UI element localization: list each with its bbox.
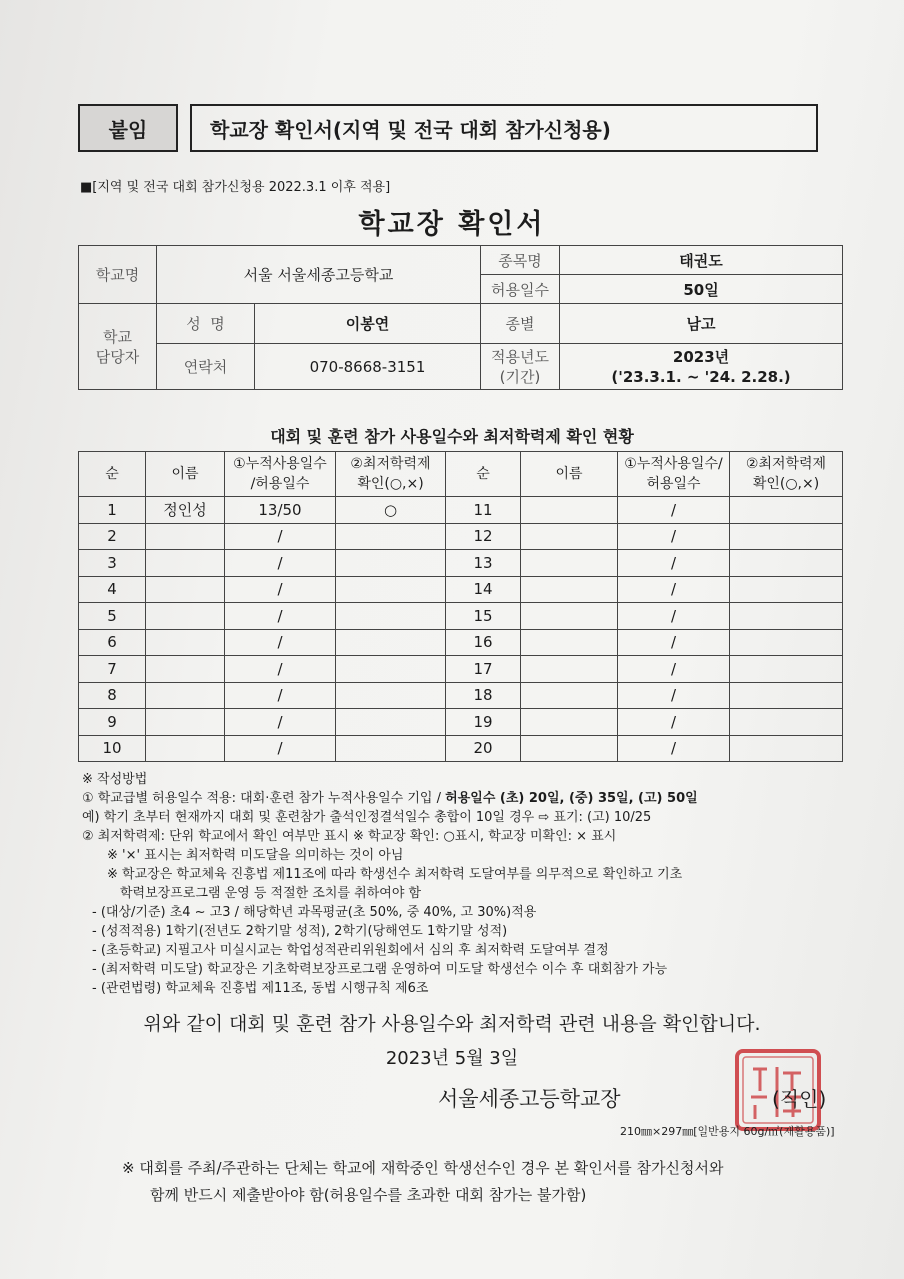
table-row [79,523,843,550]
used-days: / [618,656,730,683]
row-number: 17 [446,656,521,683]
student-name [521,550,618,577]
min-academic-check [336,709,446,736]
year-text: 2023년 [672,347,730,366]
row-number: 14 [446,576,521,603]
top-note: ■[지역 및 전국 대회 참가신청용 2022.3.1 이후 적용] [80,180,391,195]
paper-spec: 210㎜×297㎜[일반용지 60g/㎡(재활용품)] [620,1125,835,1138]
min-academic-check [336,629,446,656]
bottom-note [122,1155,723,1209]
category-value: 남고 [560,304,843,344]
min-academic-check [730,735,843,762]
used-days: 13/50 [225,497,336,524]
student-name [146,576,225,603]
min-academic-check [336,735,446,762]
instr-line: 학력보장프로그램 운영 등 적절한 조치를 취하여야 함 [120,886,422,901]
student-name [521,656,618,683]
used-days: / [225,735,336,762]
row-number: 18 [446,682,521,709]
used-days: / [618,603,730,630]
student-name [146,603,225,630]
bottom-note-line: ※ 대회를 주최/주관하는 단체는 학교에 재학중인 학생선수인 경우 본 확인서를 참가신청서와 [122,1159,724,1177]
col-min: ②최저학력제 확인(○,×) [336,452,446,497]
instr-line: - (관련법령) 학교체육 진흥법 제11조, 동법 시행규칙 제6조 [92,981,429,996]
table-row [79,603,843,630]
row-number: 16 [446,629,521,656]
student-name [521,603,618,630]
principal-name: 서울세종고등학교장 [438,1087,621,1111]
student-name [146,523,225,550]
school-name-label: 학교명 [79,246,157,304]
used-days: / [225,523,336,550]
used-days: / [225,629,336,656]
row-number: 5 [79,603,146,630]
seal-tag: (직인) [772,1087,827,1111]
student-name [146,709,225,736]
instr-line: - (초등학교) 지필고사 미실시교는 학업성적관리위원회에서 심의 후 최저학력 도달여부 결정 [92,943,609,958]
instr-line: - (최저학력 미도달) 학교장은 기초학력보장프로그램 운영하여 미도달 학생선수 이수 후 대회참가 가능 [92,962,668,977]
used-days: / [618,629,730,656]
document-title: 학교장 확인서 [358,209,546,240]
row-number: 20 [446,735,521,762]
row-number: 2 [79,523,146,550]
instructions [82,770,698,998]
year-value [560,344,843,390]
contact-value: 070-8668-3151 [255,344,481,390]
table-row [79,709,843,736]
min-academic-check [730,656,843,683]
used-days: / [618,709,730,736]
row-number: 8 [79,682,146,709]
form-title: 학교장 확인서(지역 및 전국 대회 참가신청용) [190,104,818,152]
student-name [521,735,618,762]
used-days: / [618,550,730,577]
student-name [521,682,618,709]
min-academic-check [730,603,843,630]
min-academic-check [730,497,843,524]
instr-line: ※ 학교장은 학교체육 진흥법 제11조에 따라 학생선수 최저학력 도달여부를 의무적으로 확인하고 기초 [107,867,683,882]
used-days: / [618,735,730,762]
table-row [79,550,843,577]
row-number: 1 [79,497,146,524]
table-row [79,735,843,762]
table-row [79,682,843,709]
student-name [521,523,618,550]
sport-label: 종목명 [481,246,560,275]
student-name [521,576,618,603]
row-number: 6 [79,629,146,656]
contact-label: 연락처 [157,344,255,390]
table-row [79,629,843,656]
name-label: 성 명 [157,304,255,344]
min-academic-check [730,550,843,577]
student-name [146,629,225,656]
instr-line: - (성적적용) 1학기(전년도 2학기말 성적), 2학기(당해연도 1학기말 성적) [92,924,508,939]
sport-value: 태권도 [560,246,843,275]
table-row [79,576,843,603]
min-academic-check: ○ [336,497,446,524]
used-days: / [225,603,336,630]
row-number: 3 [79,550,146,577]
row-number: 11 [446,497,521,524]
year-label: 적용년도 (기간) [481,344,560,390]
col-days: ①누적사용일수 /허용일수 [225,452,336,497]
period-text: ('23.3.1. ~ '24. 2.28.) [611,367,791,386]
row-number: 10 [79,735,146,762]
usage-header-row [79,452,843,497]
usage-title: 대회 및 훈련 참가 사용일수와 최저학력제 확인 현황 [270,427,634,446]
table-row [79,497,843,524]
min-academic-check [730,523,843,550]
row-number: 9 [79,709,146,736]
row-number: 13 [446,550,521,577]
min-academic-check [336,656,446,683]
min-academic-check [336,682,446,709]
min-academic-check [336,550,446,577]
allowed-days-value: 50일 [560,275,843,304]
used-days: / [618,497,730,524]
row-number: 12 [446,523,521,550]
used-days: / [225,550,336,577]
used-days: / [618,682,730,709]
row-number: 4 [79,576,146,603]
signature-date: 2023년 5월 3일 [385,1048,519,1069]
category-label: 종별 [481,304,560,344]
student-name [146,656,225,683]
col-name: 이름 [146,452,225,497]
min-academic-check [730,629,843,656]
bottom-note-line: 함께 반드시 제출받아야 함(허용일수를 초과한 대회 참가는 불가함) [150,1186,587,1204]
min-academic-check [730,709,843,736]
instr-line: ※ '×' 표시는 최저학력 미도달을 의미하는 것이 아님 [107,848,404,863]
min-academic-check [336,576,446,603]
min-academic-check [730,576,843,603]
instr-line: ② 최저학력제: 단위 학교에서 확인 여부만 표시 ※ 학교장 확인: ○표시, 학교장 미확인: × 표시 [82,829,617,844]
row-number: 7 [79,656,146,683]
row-number: 15 [446,603,521,630]
used-days: / [225,709,336,736]
used-days: / [225,576,336,603]
col-min-2: ②최저학력제 확인(○,×) [730,452,843,497]
usage-table [78,451,843,762]
col-name-2: 이름 [521,452,618,497]
student-name: 정인성 [146,497,225,524]
instr-heading: ※ 작성방법 [82,772,148,787]
instr-bold: 허용일수 (초) 20일, (중) 35일, (고) 50일 [445,791,698,806]
row-number: 19 [446,709,521,736]
staff-name: 이봉연 [255,304,481,344]
used-days: / [618,576,730,603]
allowed-days-label: 허용일수 [481,275,560,304]
student-name [146,682,225,709]
student-name [146,550,225,577]
student-name [521,497,618,524]
school-name: 서울 서울세종고등학교 [157,246,481,304]
used-days: / [618,523,730,550]
instr-text: ① 학교급별 허용일수 적용: 대회·훈련 참가 누적사용일수 기입 / [82,791,446,806]
col-days-2: ①누적사용일수/ 허용일수 [618,452,730,497]
col-no-2: 순 [446,452,521,497]
table-row [79,656,843,683]
instr-line [82,789,698,808]
student-name [521,629,618,656]
min-academic-check [336,603,446,630]
staff-label: 학교 담당자 [79,304,157,390]
instr-line: 예) 학기 초부터 현재까지 대회 및 훈련참가 출석인정결석일수 총합이 10일 경우 ⇨ 표기: (고) 10/25 [82,810,652,825]
info-table [78,245,843,390]
min-academic-check [336,523,446,550]
used-days: / [225,656,336,683]
col-no: 순 [79,452,146,497]
used-days: / [225,682,336,709]
confirm-statement: 위와 같이 대회 및 훈련 참가 사용일수와 최저학력 관련 내용을 확인합니다. [143,1013,761,1035]
annex-label: 붙임 [78,104,178,152]
instr-line: - (대상/기준) 초4 ~ 고3 / 해당학년 과목평균(초 50%, 중 40%, 고 30%)적용 [92,905,537,920]
student-name [521,709,618,736]
student-name [146,735,225,762]
min-academic-check [730,682,843,709]
